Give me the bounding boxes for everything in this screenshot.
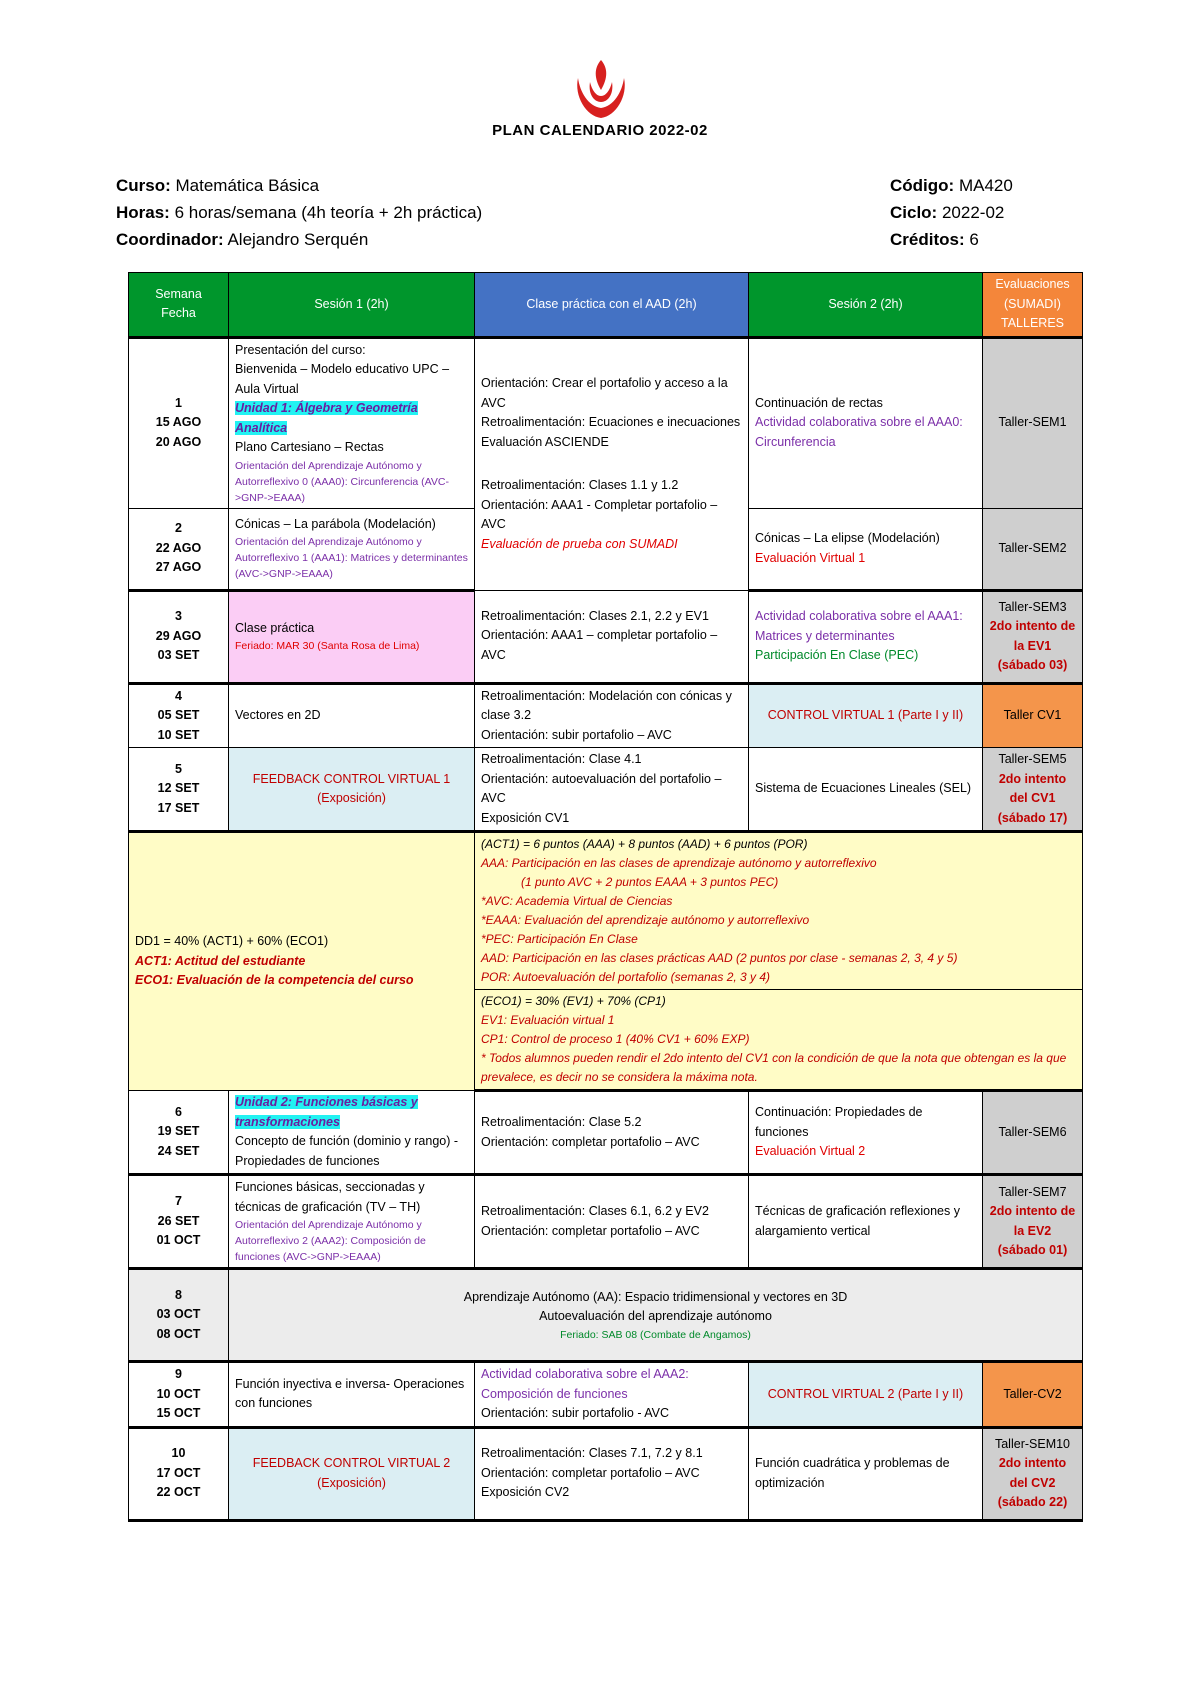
autonomous-learning-cell: Aprendizaje Autónomo (AA): Espacio tridimensional y vectores en 3D Autoevaluación del aprendizaje autónomo Feriado: SAB 08 (Combate de Angamos) [229,1269,1083,1362]
sesion-1-cell: Clase práctica Feriado: MAR 30 (Santa Rosa de Lima) [229,590,475,683]
week-cell: 8 03 OCT 08 OCT [129,1269,229,1362]
evaluacion-cell: Taller CV1 [983,683,1083,748]
week-cell: 7 26 SET 01 OCT [129,1175,229,1269]
table-row [129,590,1083,683]
ciclo-value: 2022-02 [941,203,1005,222]
evaluacion-cell: Taller-SEM2 [983,508,1083,590]
table-row [129,683,1083,748]
week-cell: 4 05 SET 10 SET [129,683,229,748]
sesion-2-cell: CONTROL VIRTUAL 1 (Parte I y II) [749,683,983,748]
clase-practica-cell: Retroalimentación: Clases 7.1, 7.2 y 8.1 Orientación: completar portafolio – AVC Exposición CV2 [475,1427,749,1520]
col-semana-fecha: Semana Fecha [129,273,229,338]
coordinador-value: Alejandro Serquén [227,230,369,249]
table-row [129,1269,1083,1362]
clase-practica-cell: Retroalimentación: Modelación con cónicas y clase 3.2 Orientación: subir portafolio – AVC [475,683,749,748]
curso-value: Matemática Básica [175,176,320,195]
evaluacion-cell: Taller-SEM3 2do intento de la EV1 (sábado 03) [983,590,1083,683]
creditos-value: 6 [969,230,979,249]
unit-1-badge: Unidad 1: Álgebra y Geometría Analítica [235,401,418,435]
sesion-1-cell: Unidad 2: Funciones básicas y transformaciones Concepto de función (dominio y rango) - Propiedades de funciones [229,1091,475,1175]
sesion-2-cell: Función cuadrática y problemas de optimización [749,1427,983,1520]
curso-label: Curso: [116,176,171,195]
col-sesion-2: Sesión 2 (2h) [749,273,983,338]
table-row [129,337,1083,508]
table-row [129,1175,1083,1269]
evaluacion-cell: Taller-SEM5 2do intento del CV1 (sábado 17) [983,748,1083,832]
week-cell: 6 19 SET 24 SET [129,1091,229,1175]
sesion-2-cell: Cónicas – La elipse (Modelación) Evaluación Virtual 1 [749,508,983,590]
codigo-value: MA420 [958,176,1013,195]
course-codes [890,172,1013,253]
sesion-1-cell: Presentación del curso: Bienvenida – Modelo educativo UPC – Aula Virtual Unidad 1: Álgebra y Geometría Analítica Plano Cartesiano – Rectas Orientación del Aprendizaje Autónomo y Autorreflexivo 0 (AAA0): Circunferencia (AVC->GNP->EAAA) [229,337,475,508]
sesion-1-cell: FEEDBACK CONTROL VIRTUAL 2 (Exposición) [229,1427,475,1520]
table-row [129,1427,1083,1520]
grading-act1: (ACT1) = 6 puntos (AAA) + 8 puntos (AAD) + 6 puntos (POR) AAA: Participación en las clases de aprendizaje autónomo y autorreflexivo (1 punto AVC + 2 puntos EAAA + 3 puntos PEC) *AVC: Academia Virtual de Ciencias *EAAA: Evaluación del aprendizaje autónomo y autorreflexivo *PEC: Participación En Clase AAD: Participación en las clases prácticas AAD (2 puntos por clase - semanas 2, 3, 4 y 5) POR: Autoevaluación del portafolio (semanas 2, 3 y 4) [475,832,1083,990]
clase-practica-cell: Actividad colaborativa sobre el AAA2: Composición de funciones Orientación: subir portafolio - AVC [475,1362,749,1428]
week-cell: 10 17 OCT 22 OCT [129,1427,229,1520]
sesion-2-cell: CONTROL VIRTUAL 2 (Parte I y II) [749,1362,983,1428]
sesion-1-cell: Cónicas – La parábola (Modelación) Orientación del Aprendizaje Autónomo y Autorreflexivo 1 (AAA1): Matrices y determinantes (AVC->GNP->EAAA) [229,508,475,590]
table-row [129,1091,1083,1175]
horas-value: 6 horas/semana (4h teoría + 2h práctica) [174,203,483,222]
sesion-2-cell: Sistema de Ecuaciones Lineales (SEL) [749,748,983,832]
summary-row [129,832,1083,990]
col-clase-practica: Clase práctica con el AAD (2h) [475,273,749,338]
coordinador-label: Coordinador: [116,230,224,249]
evaluacion-cell: Taller-SEM7 2do intento de la EV2 (sábado 01) [983,1175,1083,1269]
evaluacion-cell: Taller-SEM10 2do intento del CV2 (sábado 22) [983,1427,1083,1520]
clase-practica-cell: Retroalimentación: Clases 6.1, 6.2 y EV2 Orientación: completar portafolio – AVC [475,1175,749,1269]
sesion-2-cell: Continuación de rectas Actividad colaborativa sobre el AAA0: Circunferencia [749,337,983,508]
table-row [129,748,1083,832]
col-sesion-1: Sesión 1 (2h) [229,273,475,338]
upc-logo [570,56,632,120]
grading-eco1: (ECO1) = 30% (EV1) + 70% (CP1) EV1: Evaluación virtual 1 CP1: Control de proceso 1 (40% CV1 + 60% EXP) * Todos alumnos pueden rendir el 2do intento del CV1 con la condición de que la nota que obtengan es la que prevalece, es decir no se considera la máxima nota. [475,990,1083,1091]
calendar-table [128,272,1083,1522]
week-cell: 3 29 AGO 03 SET [129,590,229,683]
sesion-1-cell: FEEDBACK CONTROL VIRTUAL 1 (Exposición) [229,748,475,832]
document-title: PLAN CALENDARIO 2022-02 [492,122,708,139]
week-cell: 5 12 SET 17 SET [129,748,229,832]
sesion-1-cell: Función inyectiva e inversa- Operaciones con funciones [229,1362,475,1428]
clase-practica-cell: Orientación: Crear el portafolio y acceso a la AVC Retroalimentación: Ecuaciones e inecuaciones Evaluación ASCIENDE Retroalimentación: Clases 1.1 y 1.2 Orientación: AAA1 - Completar portafolio – AVC Evaluación de prueba con SUMADI [475,337,749,590]
week-cell: 9 10 OCT 15 OCT [129,1362,229,1428]
week-cell: 2 22 AGO 27 AGO [129,508,229,590]
grading-summary-left: DD1 = 40% (ACT1) + 60% (ECO1) ACT1: Actitud del estudiante ECO1: Evaluación de la competencia del curso [129,832,475,1091]
codigo-label: Código: [890,176,955,195]
sesion-2-cell: Actividad colaborativa sobre el AAA1: Matrices y determinantes Participación En Clase (PEC) [749,590,983,683]
evaluacion-cell: Taller-CV2 [983,1362,1083,1428]
course-info [116,172,482,253]
clase-practica-cell: Retroalimentación: Clases 2.1, 2.2 y EV1 Orientación: AAA1 – completar portafolio – AVC [475,590,749,683]
sesion-1-cell: Funciones básicas, seccionadas y técnicas de graficación (TV – TH) Orientación del Aprendizaje Autónomo y Autorreflexivo 2 (AAA2): Composición de funciones (AVC->GNP->EAAA) [229,1175,475,1269]
table-row [129,1362,1083,1428]
clase-practica-cell: Retroalimentación: Clase 4.1 Orientación: autoevaluación del portafolio – AVC Exposición CV1 [475,748,749,832]
sesion-2-cell: Técnicas de graficación reflexiones y alargamiento vertical [749,1175,983,1269]
evaluacion-cell: Taller-SEM1 [983,337,1083,508]
ciclo-label: Ciclo: [890,203,938,222]
week-cell: 1 15 AGO 20 AGO [129,337,229,508]
creditos-label: Créditos: [890,230,965,249]
table-header-row [129,273,1083,338]
sesion-1-cell: Vectores en 2D [229,683,475,748]
horas-label: Horas: [116,203,170,222]
sesion-2-cell: Continuación: Propiedades de funciones Evaluación Virtual 2 [749,1091,983,1175]
unit-2-badge: Unidad 2: Funciones básicas y transformaciones [235,1095,418,1129]
col-evaluaciones: Evaluaciones (SUMADI) TALLERES [983,273,1083,338]
clase-practica-cell: Retroalimentación: Clase 5.2 Orientación: completar portafolio – AVC [475,1091,749,1175]
evaluacion-cell: Taller-SEM6 [983,1091,1083,1175]
